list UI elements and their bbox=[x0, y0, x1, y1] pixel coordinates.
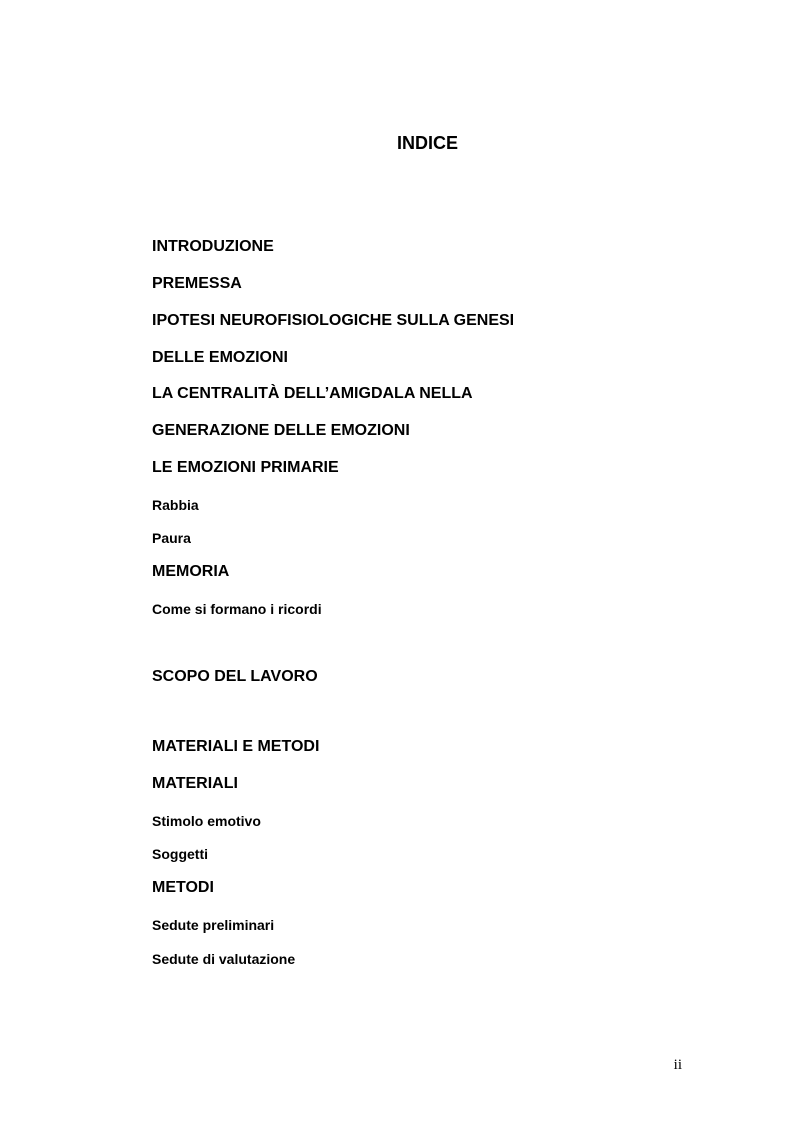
toc-entry-soggetti: Soggetti bbox=[152, 846, 208, 862]
page-number: ii bbox=[673, 1057, 682, 1073]
toc-entry-rabbia: Rabbia bbox=[152, 497, 199, 513]
toc-entry-centralita-amigdala: LA CENTRALITÀ DELL’AMIGDALA NELLA bbox=[152, 385, 473, 402]
toc-entry-premessa: PREMESSA bbox=[152, 275, 242, 292]
toc-entry-introduzione: INTRODUZIONE bbox=[152, 238, 274, 255]
toc-entry-scopo-del-lavoro: SCOPO DEL LAVORO bbox=[152, 668, 318, 685]
toc-entry-paura: Paura bbox=[152, 530, 191, 546]
toc-entry-stimolo-emotivo: Stimolo emotivo bbox=[152, 813, 261, 829]
toc-entry-memoria: MEMORIA bbox=[152, 563, 230, 580]
toc-entry-sedute-preliminari: Sedute preliminari bbox=[152, 917, 275, 933]
toc-entry-emozioni-primarie: LE EMOZIONI PRIMARIE bbox=[152, 459, 339, 476]
toc-entry-generazione-emozioni: GENERAZIONE DELLE EMOZIONI bbox=[152, 422, 410, 439]
toc-entry-sedute-di-valutazione: Sedute di valutazione bbox=[152, 951, 296, 967]
toc-entry-metodi: METODI bbox=[152, 879, 214, 896]
toc-entry-materiali: MATERIALI bbox=[152, 775, 238, 792]
page-title: INDICE bbox=[396, 133, 458, 153]
toc-entry-ipotesi-neurofisiologiche: IPOTESI NEUROFISIOLOGICHE SULLA GENESI bbox=[152, 312, 515, 329]
toc-entry-delle-emozioni: DELLE EMOZIONI bbox=[152, 349, 288, 366]
toc-entry-come-si-formano-ricordi: Come si formano i ricordi bbox=[152, 601, 322, 617]
toc-entry-materiali-e-metodi: MATERIALI E METODI bbox=[152, 738, 320, 755]
